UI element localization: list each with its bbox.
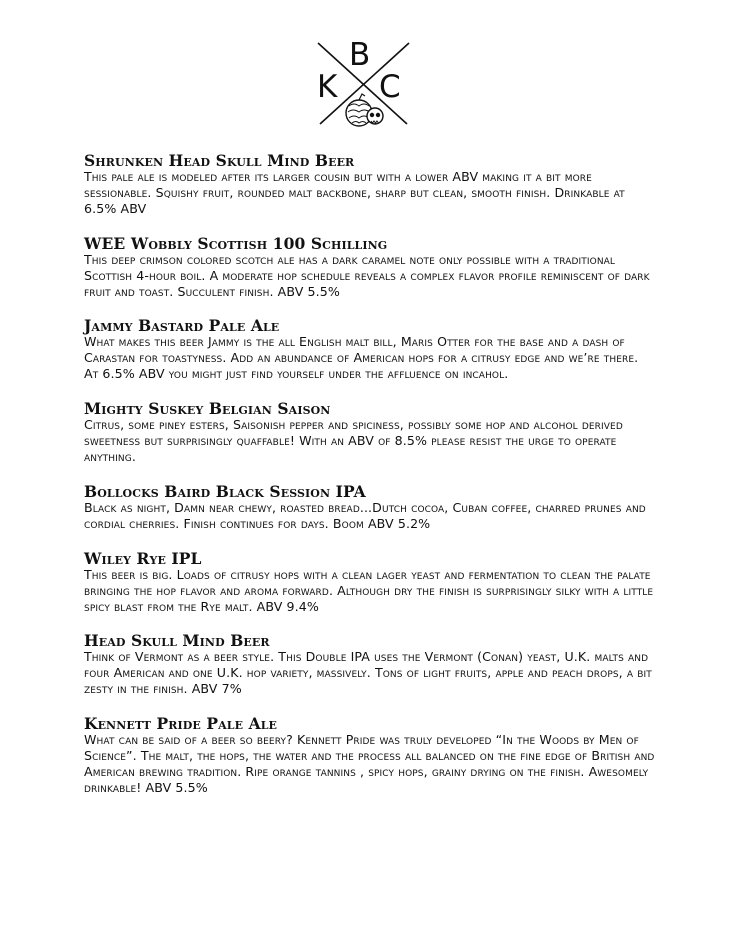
beer-name: WEE Wobbly Scottish 100 Schilling [84, 233, 388, 253]
beer-list [84, 152, 656, 814]
beer-item [84, 715, 656, 796]
beer-item [84, 483, 656, 532]
beer-description: This deep crimson colored scotch ale has a dark caramel note only possible with a traditional Scottish 4-hour boil. A moderate hop schedule reveals a complex flavor profile reminiscent of dark fruit and toast. Succulent finish. ABV 5.5% [84, 251, 650, 299]
beer-description: What makes this beer Jammy is the all English malt bill, Maris Otter for the base and a dash of Carastan for toastyness. Add an abundance of American hops for a citrusy edge and we’re there. At 6.5% ABV you might just find yourself under the affluence on incahol. [84, 334, 639, 382]
beer-description: Black as night, Damn near chewy, roasted bread...Dutch cocoa, Cuban coffee, charred prunes and cordial cherries. Finish continues for days. Boom ABV 5.2% [84, 499, 646, 531]
beer-item [84, 235, 656, 300]
beer-name: Wiley Rye IPL [84, 548, 202, 568]
logo-letter-c: C [379, 69, 401, 105]
beer-name: Head Skull Mind Beer [84, 631, 270, 651]
beer-description: This beer is big. Loads of citrusy hops with a clean lager yeast and fermentation to clean the palate bringing the hop flavor and aroma forward. Although dry the finish is surprisingly silky with a little spicy blast from the Rye malt. ABV 9.4% [84, 566, 654, 614]
beer-name: Mighty Suskey Belgian Saison [84, 399, 331, 419]
beer-item [84, 317, 656, 382]
beer-item [84, 550, 656, 615]
beer-name: Kennett Pride Pale Ale [84, 714, 278, 734]
beer-name: Shrunken Head Skull Mind Beer [84, 151, 355, 170]
beer-description: Citrus, some piney esters, Saisonish pepper and spiciness, possibly some hop and alcohol derived sweetness but surprisingly quaffable! With an ABV of 8.5% please resist the urge to operate anything. [84, 417, 623, 464]
beer-item [84, 400, 656, 465]
beer-item [84, 152, 656, 217]
logo-letter-b: B [349, 37, 371, 73]
beer-item [84, 632, 656, 697]
beer-name: Bollocks Baird Black Session IPA [84, 481, 366, 501]
beer-description: This pale ale is modeled after its larger cousin but with a lower ABV making it a bit more sessionable. Squishy fruit, rounded malt backbone, sharp but clean, smooth finish. Drinkable at 6.5% ABV [84, 169, 625, 216]
beer-description: What can be said of a beer so beery? Kennett Pride was truly developed “In the Woods by Men of Science”. The malt, the hops, the water and the process all balanced on the fine edge of British and American brewing tradition. Ripe orange tannins , spicy hops, grainy drying on the finish. Awesomely drinkable! ABV 5.5% [84, 732, 655, 795]
beer-name: Jammy Bastard Pale Ale [84, 316, 280, 336]
hop-skull-icon [346, 94, 383, 126]
kbc-logo [315, 37, 415, 130]
beer-description: Think of Vermont as a beer style. This Double IPA uses the Vermont (Conan) yeast, U.K. malts and four American and one U.K. hop variety, massively. Tons of light fruits, apple and peach drops, a bit zesty in the finish. ABV 7% [84, 649, 652, 697]
logo-letter-k: K [317, 69, 338, 105]
